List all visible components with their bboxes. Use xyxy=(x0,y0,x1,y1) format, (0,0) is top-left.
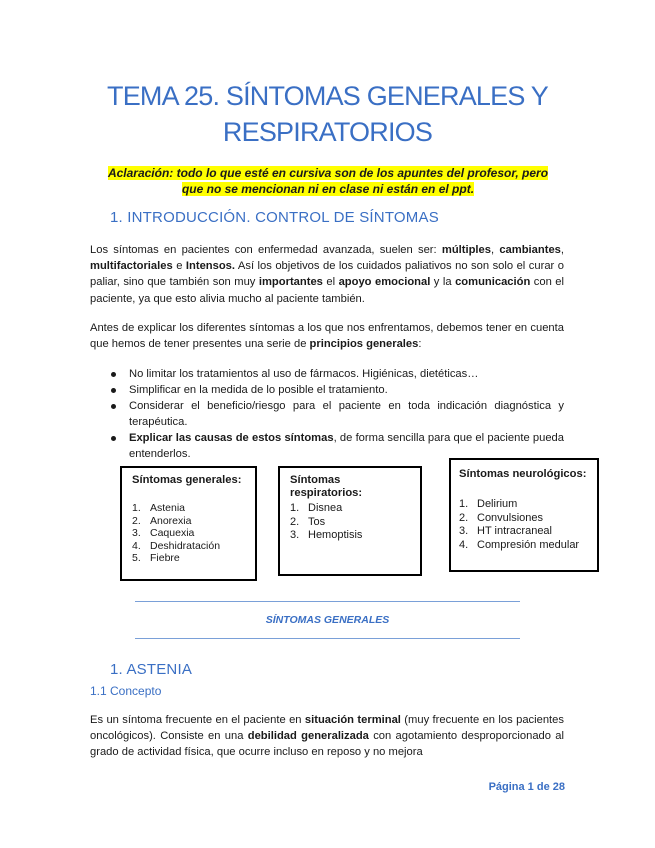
bullet-icon xyxy=(111,436,116,441)
divider-label: SÍNTOMAS GENERALES xyxy=(265,614,390,626)
intro-paragraph-1 xyxy=(90,242,564,307)
clarification-note xyxy=(88,165,568,197)
note-line-1: Aclaración: todo lo que esté en cursiva son de los apuntes del profesor, pero xyxy=(107,166,549,180)
text-run: con el paciente, ya que esto alivia mucho al paciente también. xyxy=(90,276,564,305)
subheading-concepto: 1.1 Concepto xyxy=(90,684,162,698)
list-item xyxy=(90,382,564,398)
respiratory-symptoms-list xyxy=(290,502,362,543)
bold-run: apoyo emocional xyxy=(338,276,431,289)
document-title xyxy=(0,78,655,150)
text-run: , xyxy=(560,244,564,256)
text-run: : xyxy=(418,338,422,351)
item-text: HT intracraneal xyxy=(477,525,552,537)
box-heading-line-2: respiratorios: xyxy=(290,487,363,499)
list-item xyxy=(90,366,564,382)
list-item-text: Considerar el beneficio/riesgo para el paciente en toda indicación diagnóstica y terapéutica. xyxy=(129,400,564,428)
list-item xyxy=(290,502,362,516)
item-text: Deshidratación xyxy=(150,539,221,552)
text-run: con agotamiento desproporcionado al grado de actividad física, que ocurre incluso en reposo y no mejora xyxy=(90,730,564,759)
list-item-text: No limitar los tratamientos al uso de fármacos. Higiénicas, dietéticas… xyxy=(129,368,479,380)
bold-run: múltiples xyxy=(441,244,491,256)
list-item xyxy=(459,539,579,553)
bold-run: principios generales xyxy=(309,338,419,351)
list-item xyxy=(290,529,362,543)
text-run: , xyxy=(490,244,500,256)
list-item xyxy=(132,552,220,565)
item-text: Delirium xyxy=(477,498,518,510)
item-text: Anorexia xyxy=(150,514,192,527)
item-text: Fiebre xyxy=(150,552,180,564)
intro-paragraph-2 xyxy=(90,320,564,352)
item-text: Disnea xyxy=(308,502,343,514)
item-number: 1. xyxy=(459,498,469,510)
principles-list xyxy=(90,366,564,462)
section-heading-introduccion: 1. INTRODUCCIÓN. CONTROL DE SÍNTOMAS xyxy=(110,209,439,226)
divider-top xyxy=(135,601,520,602)
item-number: 1. xyxy=(132,502,141,514)
item-number: 4. xyxy=(132,539,141,552)
note-line-2: que no se mencionan ni en clase ni están en el ppt. xyxy=(181,182,475,196)
box-heading: Síntomas neurológicos: xyxy=(459,468,587,480)
text-run: Así los objetivos de los cuidados paliativos no son solo el curar o paliar, sino que también son muy xyxy=(90,260,564,289)
item-text: Compresión medular xyxy=(477,538,580,551)
bold-run: debilidad generalizada xyxy=(247,730,369,743)
bullet-icon xyxy=(111,372,116,377)
list-item-bold: Explicar las causas de estos síntomas xyxy=(129,432,334,444)
bullet-icon xyxy=(111,388,116,393)
item-number: 2. xyxy=(459,511,469,524)
list-item xyxy=(459,498,579,512)
box-heading: Síntomas generales: xyxy=(132,474,242,486)
item-number: 2. xyxy=(290,515,300,528)
general-symptoms-box xyxy=(120,466,257,581)
item-number: 2. xyxy=(132,514,141,527)
box-heading xyxy=(290,474,362,500)
list-item xyxy=(290,516,362,530)
item-number: 1. xyxy=(290,502,300,514)
general-symptoms-list xyxy=(132,502,220,565)
astenia-paragraph xyxy=(90,712,564,761)
bold-run: cambiantes xyxy=(499,244,561,256)
bold-run: comunicación xyxy=(455,276,531,289)
section-heading-astenia: 1. ASTENIA xyxy=(110,661,193,678)
text-run: (muy frecuente en los pacientes oncológicos). Consiste en una xyxy=(90,714,564,743)
text-run: el xyxy=(322,276,339,289)
page-number: Página 1 de 28 xyxy=(488,781,565,793)
title-line-1: TEMA 25. SÍNTOMAS GENERALES Y xyxy=(107,81,548,111)
list-item xyxy=(132,540,220,553)
item-number: 5. xyxy=(132,552,141,564)
item-text: Astenia xyxy=(150,502,186,514)
bullet-icon xyxy=(111,404,116,409)
list-item-text: Simplificar en la medida de lo posible el tratamiento. xyxy=(129,384,388,396)
divider-bottom xyxy=(135,638,520,639)
box-heading-line-1: Síntomas xyxy=(290,474,341,486)
list-item xyxy=(90,398,564,430)
bold-run: Intensos. xyxy=(185,260,236,273)
item-text: Caquexia xyxy=(150,527,195,539)
item-number: 4. xyxy=(459,538,469,551)
text-run: Antes de explicar los diferentes síntomas a los que nos enfrentamos, debemos tener en cuenta que hemos de tener presentes una serie de xyxy=(90,322,564,351)
bold-run: situación terminal xyxy=(304,714,401,726)
bold-run: importantes xyxy=(258,276,323,289)
list-item xyxy=(132,502,220,515)
neurological-symptoms-list xyxy=(459,498,579,552)
item-number: 3. xyxy=(290,529,300,541)
text-run: Es un síntoma frecuente en el paciente en xyxy=(90,714,305,726)
title-line-2: RESPIRATORIOS xyxy=(222,117,433,147)
bold-run: multifactoriales xyxy=(90,260,173,273)
item-number: 3. xyxy=(459,525,469,537)
list-item xyxy=(132,515,220,528)
list-item-text: , de forma sencilla para que el paciente pueda entenderlos. xyxy=(129,432,565,460)
neurological-symptoms-box xyxy=(449,458,599,572)
text-run: Los síntomas en pacientes con enfermedad avanzada, suelen ser: xyxy=(90,244,442,256)
respiratory-symptoms-box xyxy=(278,466,422,576)
list-item xyxy=(132,527,220,540)
item-text: Convulsiones xyxy=(477,511,544,524)
text-run: y la xyxy=(430,276,456,289)
item-number: 3. xyxy=(132,527,141,539)
item-text: Tos xyxy=(308,515,326,528)
list-item xyxy=(459,512,579,526)
text-run: e xyxy=(172,260,186,273)
list-item xyxy=(459,525,579,539)
item-text: Hemoptisis xyxy=(308,529,363,541)
